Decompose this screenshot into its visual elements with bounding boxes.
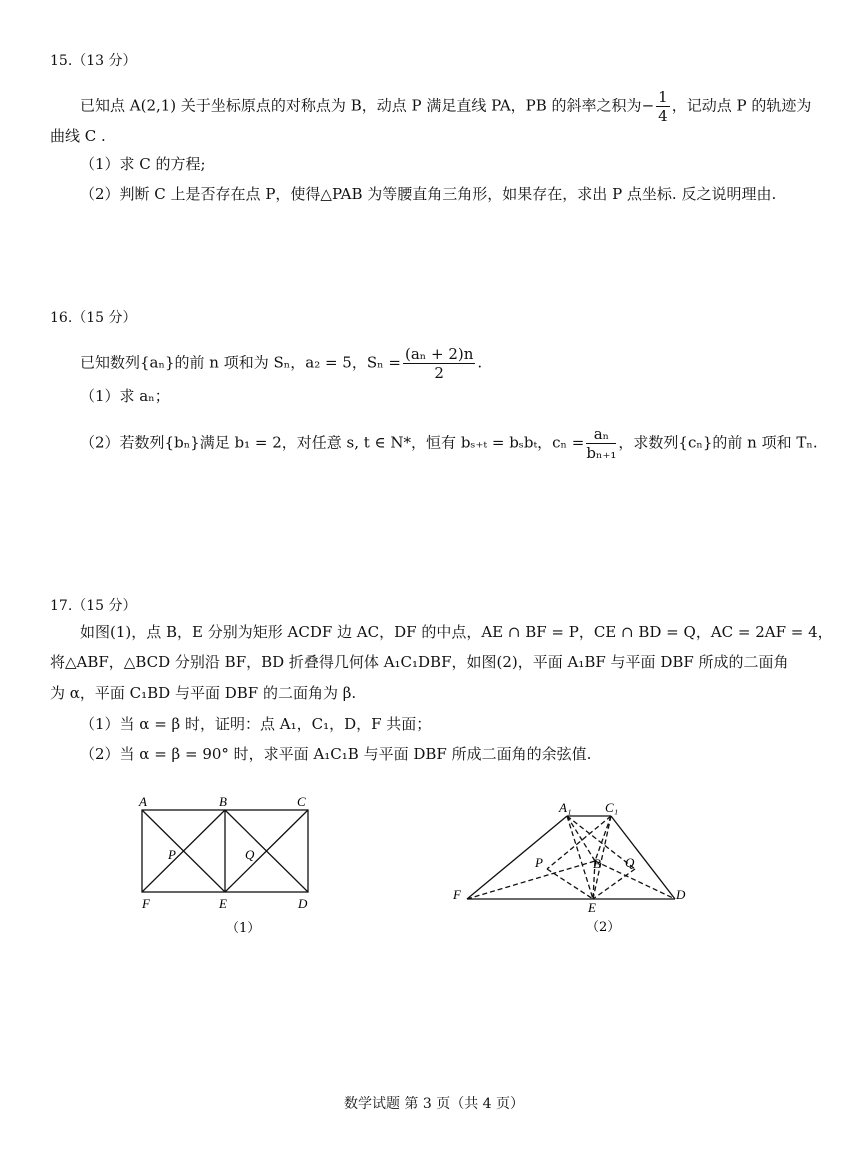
q16-fraction: [403, 345, 475, 382]
fig1-caption: （1）: [226, 921, 261, 936]
fig1-label-d: D: [298, 896, 308, 911]
fig2-label-e: E: [588, 900, 596, 915]
q15-stem-b: ，记动点 P 的轨迹为: [671, 96, 812, 115]
q15-stem-a: 已知点 A(2,1) 关于坐标原点的对称点为 B，动点 P 满足直线 PA，PB 的斜率之积为: [80, 96, 642, 115]
q15-frac-num: 1: [658, 88, 668, 106]
q15-part1: （1）求 C 的方程;: [80, 155, 206, 173]
fig2-dash-fb: [467, 861, 595, 899]
fig2-dash-pe: [547, 869, 593, 899]
fig2-label-f: F: [453, 887, 461, 902]
q15-frac-sign: −: [641, 96, 655, 115]
fig2-label-p: P: [535, 855, 543, 870]
q15-stem-line1: [80, 88, 811, 125]
fig2-dash-bd: [595, 861, 675, 899]
fig1-label-p: P: [168, 847, 176, 862]
q17-line1: 如图(1)，点 B，E 分别为矩形 ACDF 边 AC，DF 的中点，AE ∩ BF = P，CE ∩ BD = Q，AC = 2AF = 4，: [80, 623, 833, 641]
q16-part1: （1）求 aₙ；: [80, 387, 170, 405]
q15-frac-den: 4: [658, 107, 668, 125]
q16-part2-num: aₙ: [586, 425, 616, 444]
q16-frac-den: 2: [434, 364, 444, 382]
fig2-dash-a1e: [567, 816, 593, 899]
q16-header: 16.（15 分）: [50, 310, 137, 326]
q15-stem-c: 曲线 C .: [50, 127, 106, 145]
q16-part2-b: ，求数列{cₙ}的前 n 项和 Tₙ.: [618, 433, 818, 452]
q16-stem-b: .: [477, 353, 483, 372]
q16-part2-den: bₙ₊₁: [586, 444, 617, 462]
fig1-label-a: A: [139, 794, 147, 809]
figure-2-diagram: [445, 795, 705, 945]
q15-part2: （2）判断 C 上是否存在点 P，使得△PAB 为等腰直角三角形，如果存在，求出 P 点坐标. 反之说明理由.: [80, 185, 777, 203]
fig1-label-c: C: [297, 794, 306, 809]
q16-part2: [80, 425, 818, 462]
q15-header: 15.（13 分）: [50, 53, 137, 69]
page-footer: 数学试题 第 3 页（共 4 页）: [343, 1096, 525, 1112]
q17-header: 17.（15 分）: [50, 598, 137, 614]
fig2-dash-qe: [593, 869, 635, 899]
figure-1-diagram: [130, 790, 330, 940]
q17-line3: 为 α，平面 C₁BD 与平面 DBF 的二面角为 β.: [50, 684, 357, 702]
fig2-edge-fa1: [467, 816, 567, 899]
fig2-dash-a1b: [567, 816, 595, 861]
q17-part1: （1）当 α = β 时，证明：点 A₁，C₁，D，F 共面；: [80, 715, 432, 733]
q15-fraction: [656, 88, 670, 125]
fig1-label-f: F: [142, 896, 150, 911]
fig2-caption: （2）: [586, 920, 621, 935]
q16-stem-a: 已知数列{aₙ}的前 n 项和为 Sₙ，a₂ = 5，Sₙ =: [80, 353, 401, 372]
fig2-label-d: D: [676, 887, 686, 902]
fig2-label-a1: A₁: [559, 800, 572, 815]
q16-frac-num: (aₙ + 2)n: [404, 345, 474, 363]
fig1-label-b: B: [219, 794, 227, 809]
q17-line2: 将△ABF，△BCD 分别沿 BF，BD 折叠得几何体 A₁C₁DBF，如图(2)，平面 A₁BF 与平面 DBF 所成的二面角: [50, 653, 789, 671]
fig2-label-c1: C₁: [605, 800, 619, 815]
fig1-label-q: Q: [245, 847, 255, 862]
fig2-label-q: Q: [625, 855, 635, 870]
q16-part2-a: （2）若数列{bₙ}满足 b₁ = 2，对任意 s, t ∈ N*，恒有 bₛ₊ₜ = bₛbₜ，cₙ =: [80, 433, 585, 452]
q16-part2-fraction: [586, 425, 616, 462]
q17-part2: （2）当 α = β = 90° 时，求平面 A₁C₁B 与平面 DBF 所成二面角的余弦值.: [80, 745, 592, 763]
q16-stem: [80, 345, 482, 382]
fig2-label-b: B: [593, 856, 601, 871]
fig1-label-e: E: [219, 896, 227, 911]
